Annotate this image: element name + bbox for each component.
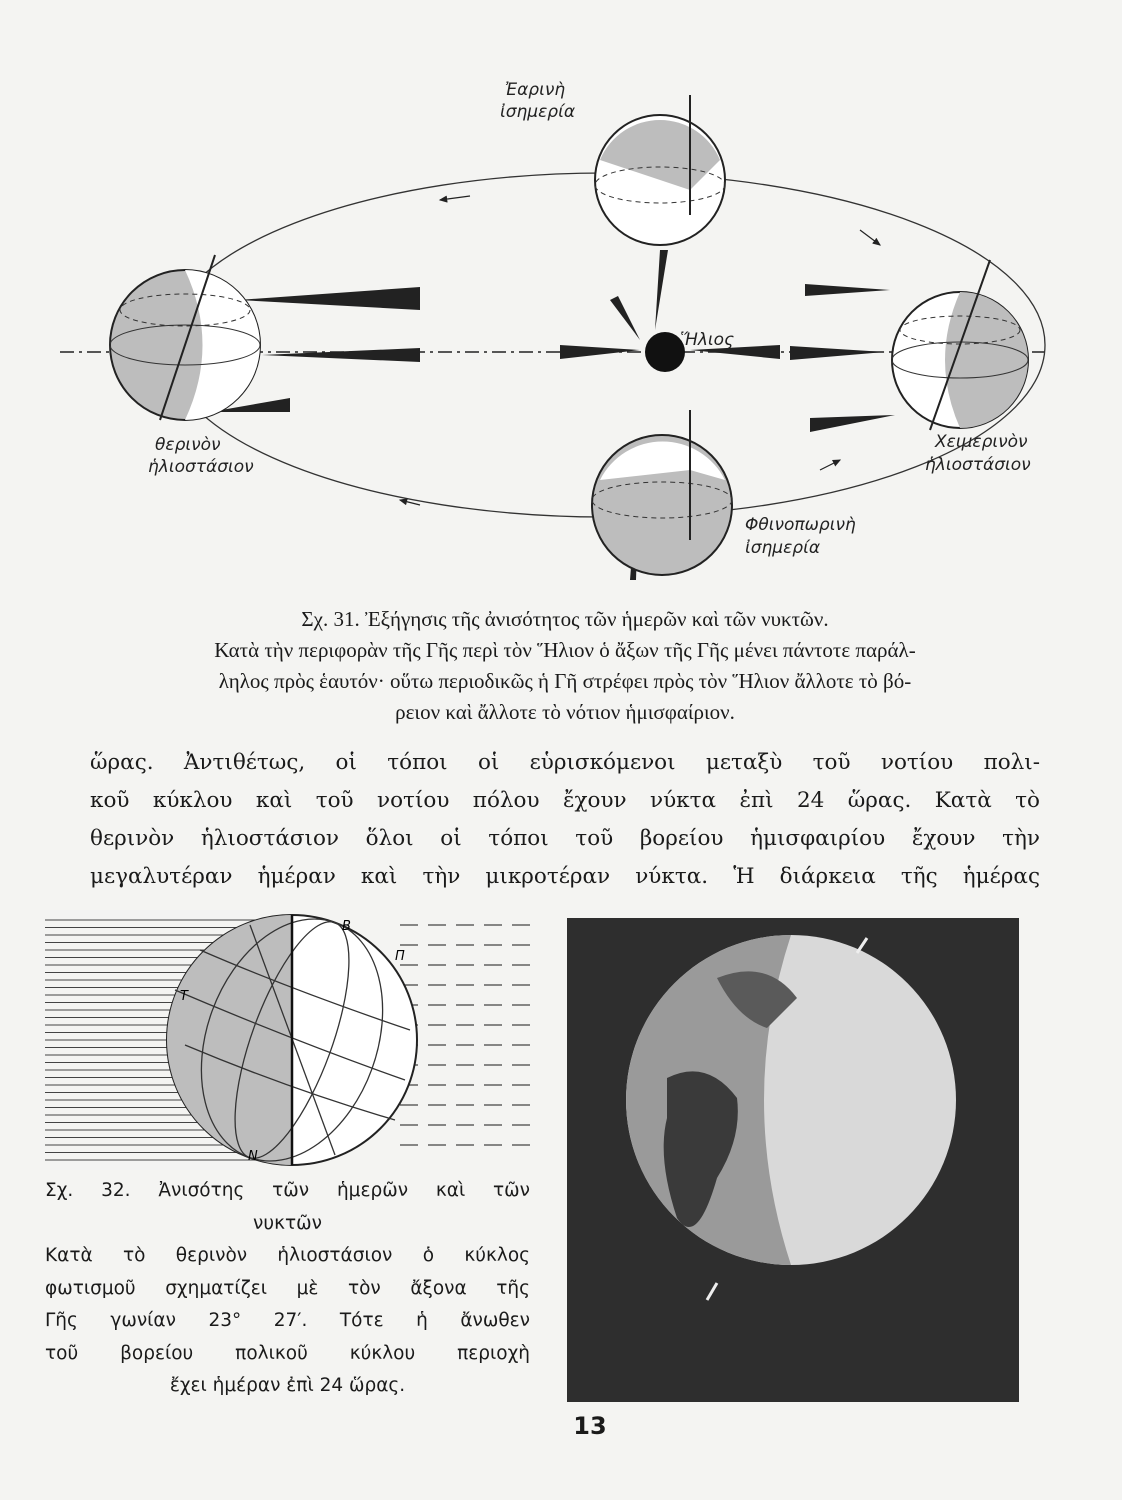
caption-line: τοῦ βορείου πολικοῦ κύκλου περιοχὴ bbox=[45, 1342, 530, 1364]
globe-summer-solstice bbox=[110, 255, 260, 420]
text-line: μεγαλυτέραν ἡμέραν καὶ τὴν μικροτέραν νύκτα. Ἡ διάρκεια τῆς ἡμέρας bbox=[90, 864, 1040, 889]
illumination-globe-diagram bbox=[40, 910, 530, 1170]
caption-line: ρειον καὶ ἄλλοτε τὸ νότιον ἡμισφαίριον. bbox=[395, 700, 735, 724]
globe-autumn-equinox bbox=[592, 410, 732, 575]
label-summer-solstice-2: ἡλιοστάσιον bbox=[148, 457, 254, 477]
body-paragraph bbox=[90, 744, 1040, 896]
label-spring-equinox-2: ἰσημερία bbox=[500, 102, 576, 122]
caption-line: Γῆς γωνίαν 23° 27′. Τότε ἡ ἄνωθεν bbox=[45, 1310, 530, 1331]
text-line: ὥρας. Ἀντιθέτως, οἱ τόποι οἱ εὑρισκόμενοι μεταξὺ τοῦ νοτίου πολι- bbox=[90, 750, 1040, 775]
text-line: κοῦ κύκλου καὶ τοῦ νοτίου πόλου ἔχουν νύκτα ἐπὶ 24 ὥρας. Κατὰ τὸ bbox=[90, 788, 1040, 813]
globe-spring-equinox bbox=[595, 95, 725, 245]
label-north: Β bbox=[342, 919, 351, 934]
text-line: θερινὸν ἡλιοστάσιον ὅλοι οἱ τόποι τοῦ βορείου ἡμισφαιρίου ἔχουν τὴν bbox=[90, 826, 1040, 851]
caption-title: Σχ. 31. Ἐξήγησις τῆς ἀνισότητος τῶν ἡμερῶν καὶ τῶν νυκτῶν. bbox=[301, 607, 829, 631]
figure-31-caption bbox=[90, 604, 1040, 728]
figure-32-caption bbox=[45, 1175, 530, 1403]
label-polar: Π bbox=[395, 949, 405, 964]
label-spring-equinox-1: Ἐαρινὴ bbox=[505, 80, 566, 100]
earth-photo bbox=[567, 918, 1019, 1402]
label-autumn-equinox-1: Φθινοπωρινὴ bbox=[745, 515, 856, 535]
caption-line: Κατὰ τὴν περιφορὰν τῆς Γῆς περὶ τὸν Ἥλιον ὁ ἄξων τῆς Γῆς μένει πάντοτε παράλ- bbox=[214, 638, 916, 662]
label-south: Ν bbox=[248, 1149, 258, 1164]
globe-winter-solstice bbox=[892, 260, 1028, 430]
caption-line: ληλος πρὸς ἑαυτόν· οὕτω περιοδικῶς ἡ Γῆ στρέφει πρὸς τὸν Ἥλιον ἄλλοτε τὸ βό- bbox=[218, 669, 912, 693]
caption-line: Κατὰ τὸ θερινὸν ἡλιοστάσιον ὁ κύκλος bbox=[45, 1245, 530, 1266]
label-tropic: Τ bbox=[180, 989, 188, 1004]
caption-line: φωτισμοῦ σχηματίζει μὲ τὸν ἄξονα τῆς bbox=[45, 1277, 530, 1299]
sun bbox=[645, 332, 685, 372]
caption-line: ἔχει ἡμέραν ἐπὶ 24 ὥρας. bbox=[169, 1375, 406, 1396]
label-sun: Ἥλιος bbox=[680, 330, 735, 350]
page-number: 13 bbox=[573, 1412, 607, 1440]
caption-title-cont: νυκτῶν bbox=[253, 1212, 322, 1234]
label-winter-solstice-2: ἡλιοστάσιον bbox=[925, 455, 1031, 475]
label-summer-solstice-1: θερινὸν bbox=[155, 435, 221, 455]
orbit-diagram bbox=[0, 40, 1122, 610]
label-autumn-equinox-2: ἰσημερία bbox=[745, 538, 821, 558]
label-winter-solstice-1: Χειμερινὸν bbox=[935, 432, 1028, 452]
caption-title: Σχ. 32. Ἀνισότης τῶν ἡμερῶν καὶ τῶν bbox=[45, 1180, 530, 1201]
